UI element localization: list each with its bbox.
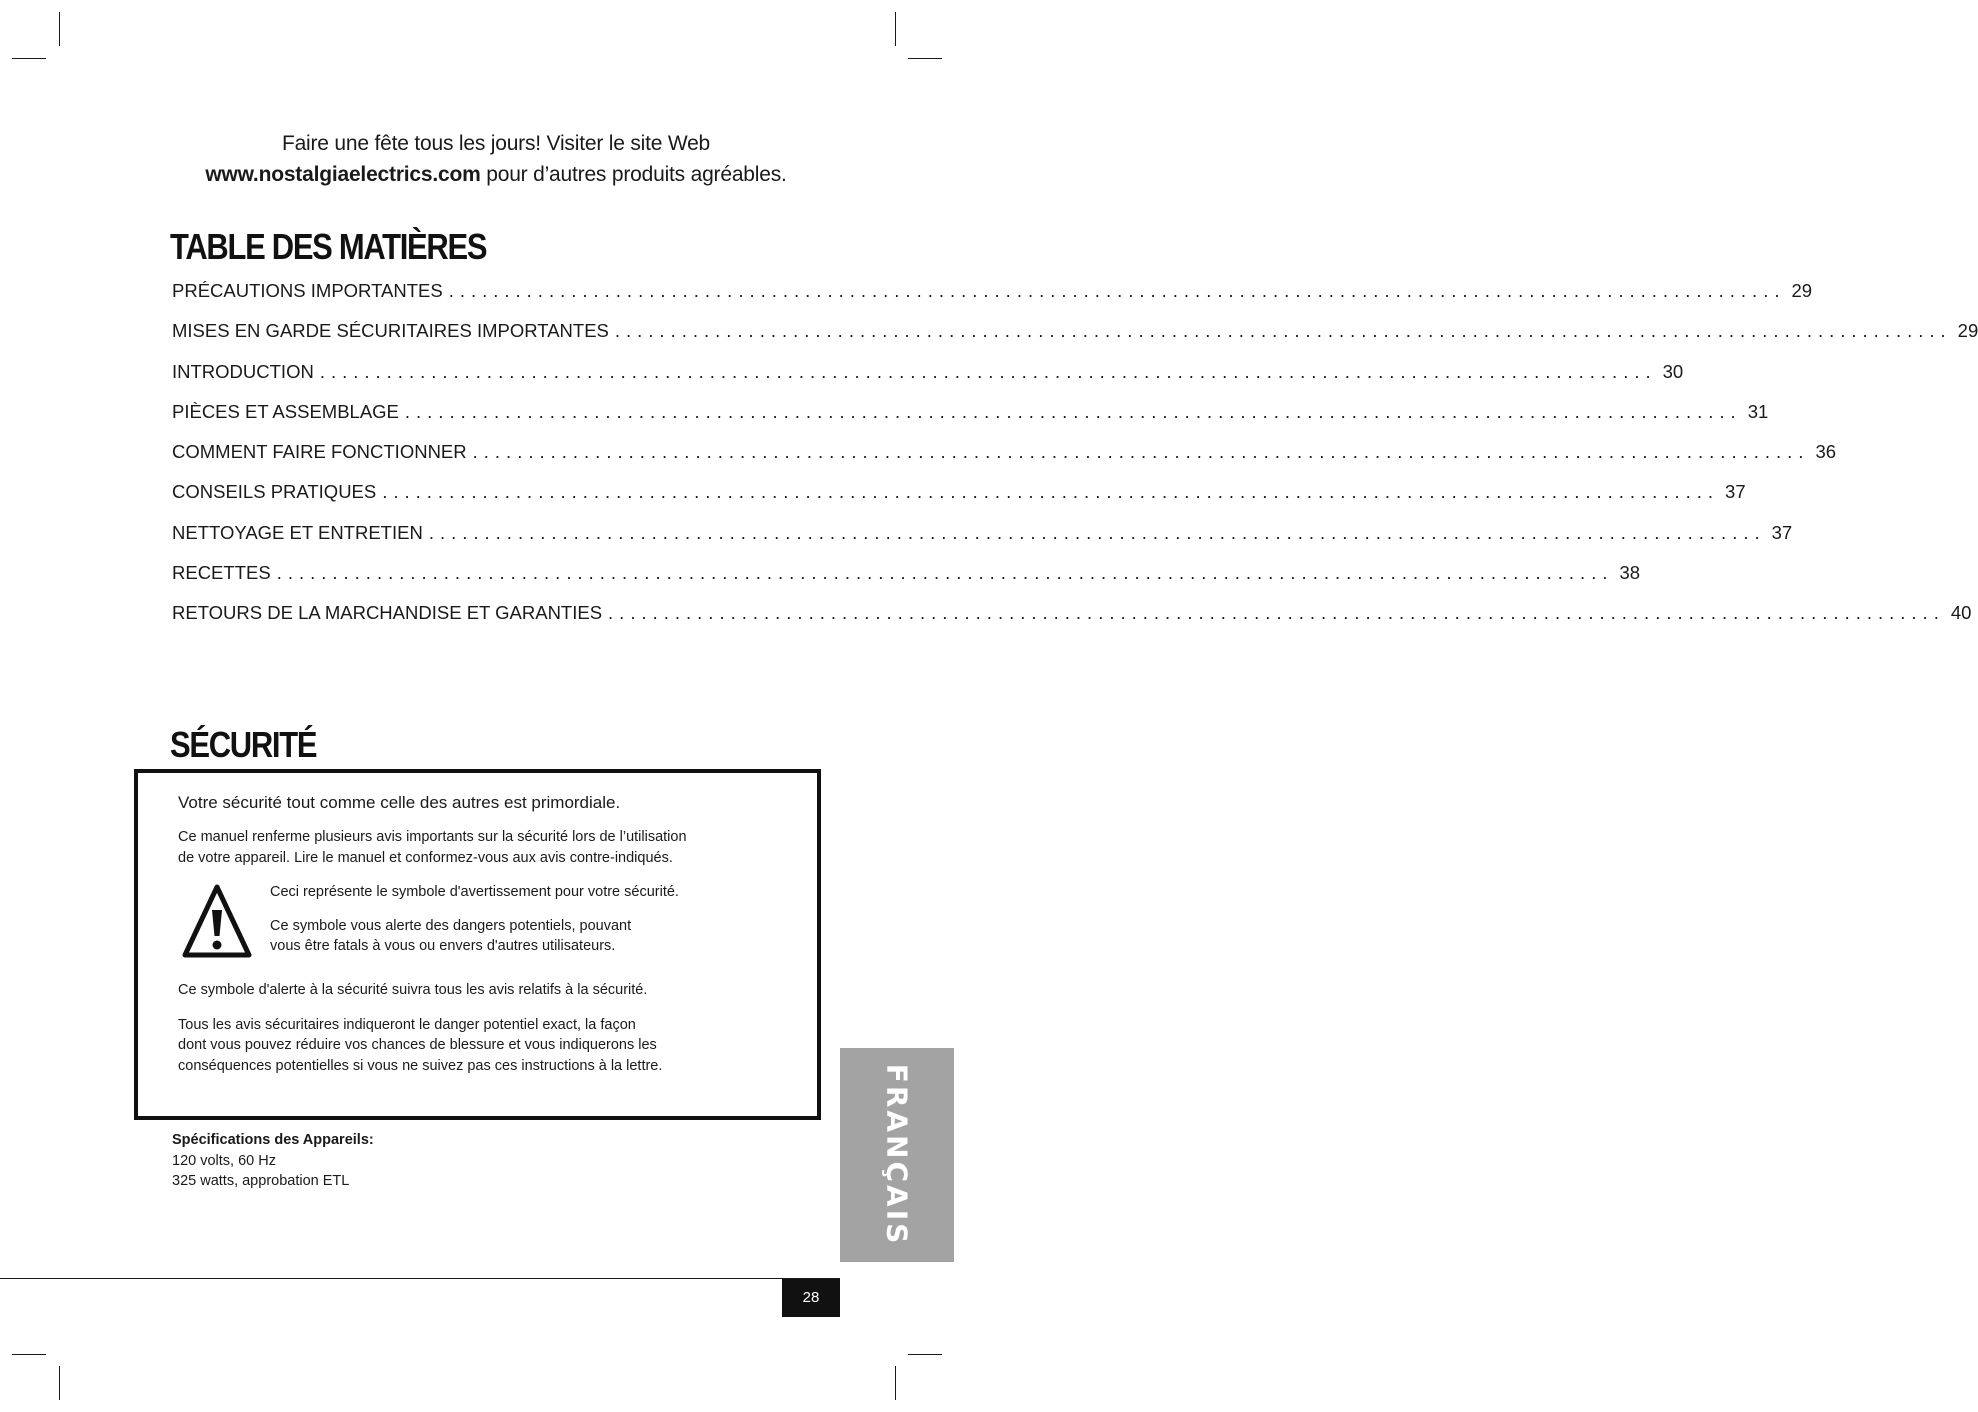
- toc-entry[interactable]: [172, 602, 1972, 642]
- safety-box-content: [178, 793, 778, 1090]
- toc-entry-title: MISES EN GARDE SÉCURITAIRES IMPORTANTES: [172, 320, 609, 342]
- toc-entry-page: 31: [1747, 400, 1769, 422]
- crop-mark: [12, 58, 46, 59]
- crop-mark: [59, 12, 60, 46]
- toc-entry-title: COMMENT FAIRE FONCTIONNER: [172, 441, 467, 463]
- toc-entry-page: 37: [1771, 521, 1793, 543]
- symbol-description-1: Ceci représente le symbole d'avertissement pour votre sécurité.: [270, 884, 679, 900]
- toc-entry[interactable]: [172, 360, 1684, 401]
- language-tab-label: FRANÇAIS: [880, 1063, 914, 1247]
- toc-entry-title: NETTOYAGE ET ENTRETIEN: [172, 521, 423, 543]
- crop-mark: [59, 1366, 60, 1400]
- crop-mark: [895, 1366, 896, 1400]
- intro-line-1: Faire une fête tous les jours! Visiter le site Web: [281, 132, 711, 155]
- toc-entry-title: RECETTES: [172, 562, 271, 584]
- website-link[interactable]: www.nostalgiaelectrics.com: [205, 163, 481, 186]
- toc-entry-title: CONSEILS PRATIQUES: [172, 481, 377, 503]
- toc-entry[interactable]: [172, 521, 1793, 562]
- safety-box: [134, 769, 821, 1120]
- toc-leader-dots: ........................................................................................................................: [448, 280, 1786, 301]
- symbol-description-2: Ce symbole vous alerte des dangers potentiels, pouvant vous être fatals à vous ou envers d'autres utilisateurs.: [270, 917, 632, 954]
- toc-entry[interactable]: [172, 441, 1837, 481]
- specs-title: Spécifications des Appareils:: [172, 1132, 374, 1148]
- toc-entry[interactable]: [172, 320, 1978, 360]
- toc-leader-dots: ........................................................................................................................: [608, 602, 1945, 624]
- toc-entry-title: PIÈCES ET ASSEMBLAGE: [172, 400, 399, 422]
- crop-mark: [908, 58, 942, 59]
- language-tab: [840, 1048, 954, 1262]
- security-heading: SÉCURITÉ: [170, 724, 317, 765]
- intro-line-2-rest: pour d’autres produits agréables.: [480, 163, 787, 186]
- page-number: 28: [782, 1279, 840, 1317]
- safety-symbol-row: [178, 882, 778, 966]
- safety-paragraph-3: Tous les avis sécuritaires indiqueront le danger potentiel exact, la façon dont vous pouvez réduire vos chances de blessure et vous indiquerons les conséquences potentielles si vous ne suivez pas ces instructions à la lettre.: [178, 1016, 663, 1074]
- footer-rule: [0, 1278, 840, 1279]
- toc-entry-title: RETOURS DE LA MARCHANDISE ET GARANTIES: [172, 602, 603, 624]
- toc-entry-page: 38: [1619, 562, 1641, 584]
- toc-leader-dots: ........................................................................................................................: [276, 562, 1614, 584]
- toc-entry-page: 36: [1815, 441, 1837, 463]
- toc-entry[interactable]: [172, 400, 1769, 441]
- toc-leader-dots: ........................................................................................................................: [428, 521, 1766, 543]
- toc-entry-title: PRÉCAUTIONS IMPORTANTES: [172, 280, 443, 301]
- toc-entry[interactable]: [172, 562, 1641, 602]
- specs-line-2: 325 watts, approbation ETL: [172, 1173, 350, 1189]
- warning-triangle-icon: [181, 882, 253, 960]
- toc-leader-dots: ........................................................................................................................: [614, 320, 1952, 342]
- table-of-contents: [172, 280, 1978, 643]
- safety-paragraph-1: Ce manuel renferme plusieurs avis importants sur la sécurité lors de l’utilisation de votre appareil. Lire le manuel et conformez-vous aux avis contre-indiqués.: [178, 829, 687, 866]
- safety-symbol-text: [270, 882, 770, 970]
- toc-leader-dots: ........................................................................................................................: [472, 441, 1810, 463]
- toc-leader-dots: ........................................................................................................................: [404, 400, 1742, 422]
- toc-leader-dots: ........................................................................................................................: [319, 360, 1657, 382]
- toc-entry-title: INTRODUCTION: [172, 360, 314, 382]
- crop-mark: [895, 12, 896, 46]
- toc-entry-page: 40: [1950, 602, 1972, 624]
- toc-entry[interactable]: [172, 280, 1813, 320]
- toc-entry-page: 29: [1791, 280, 1813, 301]
- safety-paragraph-2: Ce symbole d'alerte à la sécurité suivra tous les avis relatifs à la sécurité.: [178, 982, 648, 998]
- safety-lead: Votre sécurité tout comme celle des autres est primordiale.: [178, 793, 621, 812]
- appliance-specs: [172, 1130, 374, 1192]
- toc-entry-page: 30: [1662, 360, 1684, 382]
- toc-heading: TABLE DES MATIÈRES: [170, 226, 487, 267]
- toc-entry[interactable]: [172, 481, 1746, 521]
- crop-mark: [12, 1354, 46, 1355]
- toc-leader-dots: ........................................................................................................................: [382, 481, 1720, 503]
- toc-entry-page: 37: [1725, 481, 1746, 503]
- crop-mark: [908, 1354, 942, 1355]
- specs-line-1: 120 volts, 60 Hz: [172, 1152, 276, 1169]
- intro-line-2: [172, 159, 820, 190]
- toc-entry-page: 29: [1957, 320, 1978, 342]
- intro-text: [172, 128, 820, 190]
